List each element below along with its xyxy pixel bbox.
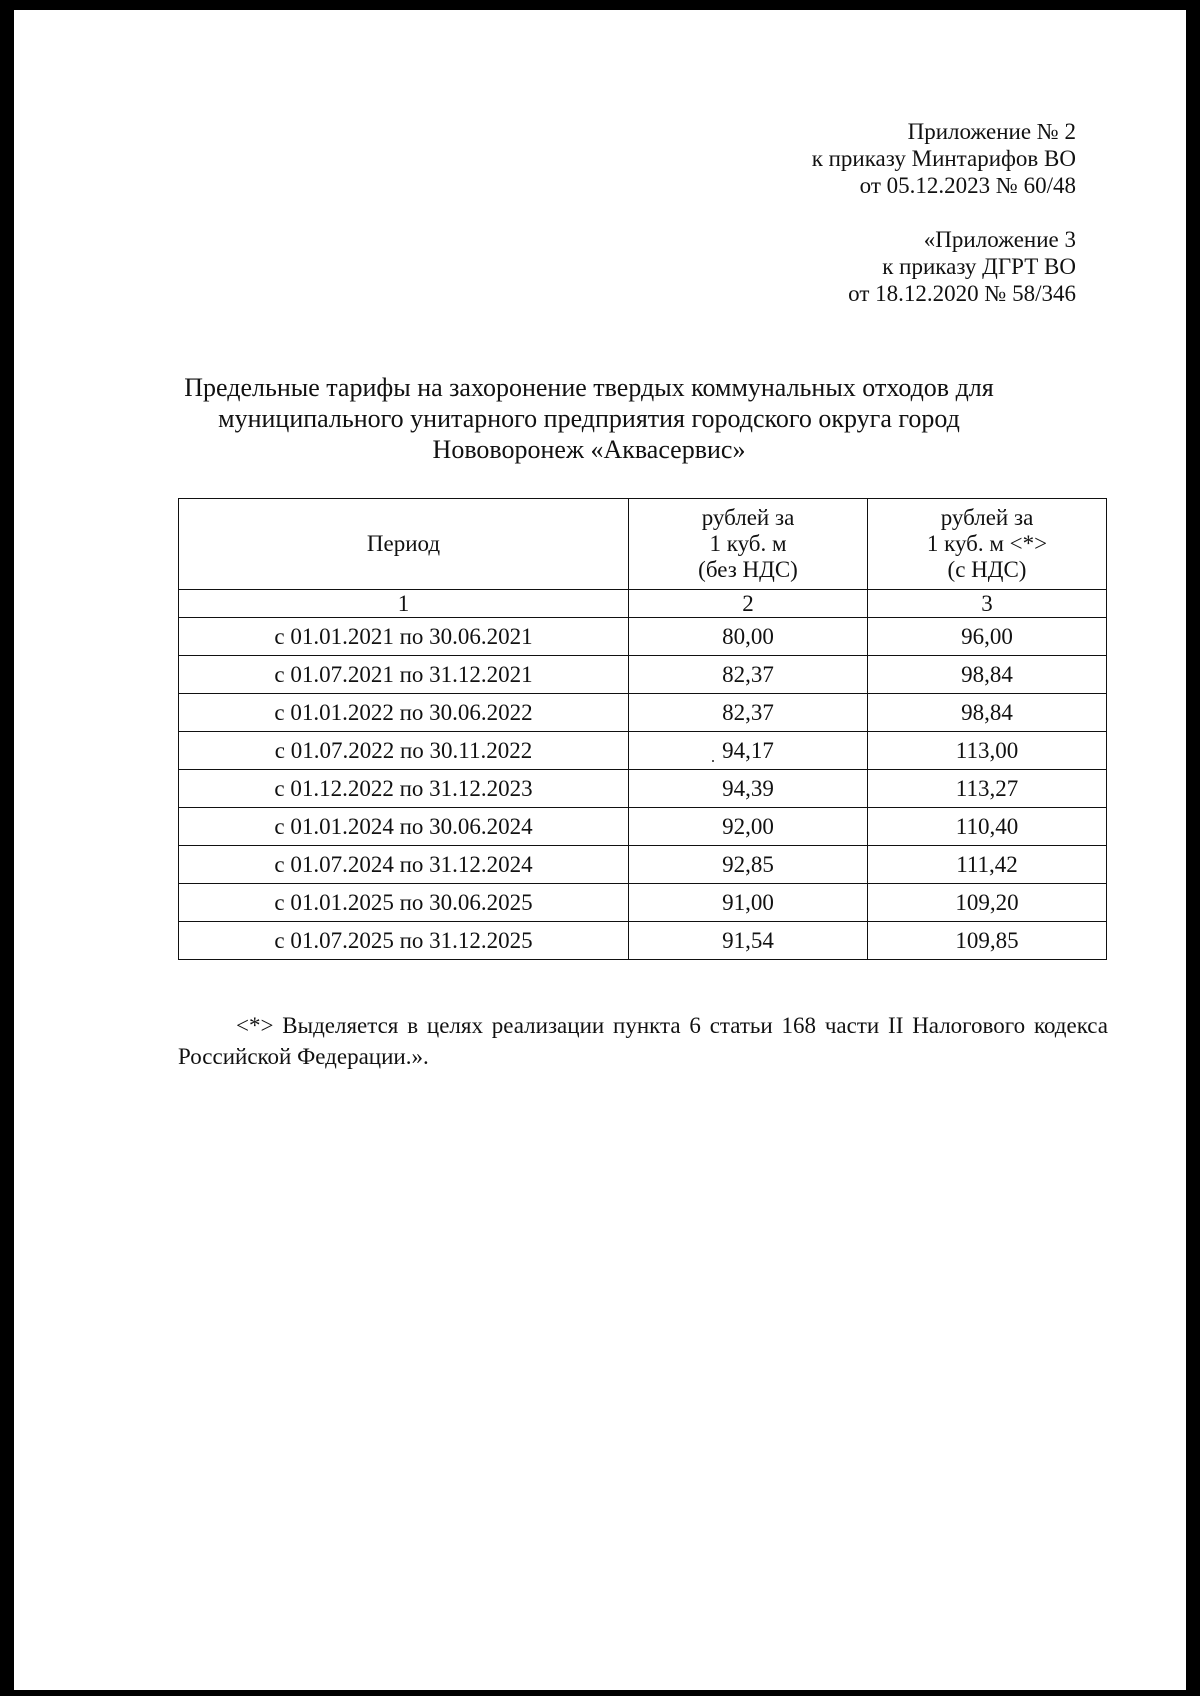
price-with-vat-cell: 113,27 <box>868 770 1107 808</box>
title-line: Предельные тарифы на захоронение твердых коммунальных отходов для <box>184 373 994 402</box>
price-with-vat-cell: 111,42 <box>868 846 1107 884</box>
scan-speck <box>712 760 714 762</box>
column-number: 3 <box>868 590 1107 618</box>
header-with-vat-line: рублей за <box>940 505 1034 530</box>
document-page <box>14 10 1186 1690</box>
original-appendix-line: к приказу ДГРТ ВО <box>882 254 1076 279</box>
column-number-row <box>179 590 1107 618</box>
header-no-vat-line: рублей за <box>701 505 795 530</box>
price-no-vat-cell: 91,00 <box>629 884 868 922</box>
period-cell: с 01.01.2021 по 30.06.2021 <box>179 618 629 656</box>
document-title <box>164 372 1014 465</box>
period-cell: с 01.12.2022 по 31.12.2023 <box>179 770 629 808</box>
price-with-vat-cell: 98,84 <box>868 656 1107 694</box>
header-period: Период <box>179 499 629 590</box>
price-no-vat-cell: 92,00 <box>629 808 868 846</box>
period-cell: с 01.01.2024 по 30.06.2024 <box>179 808 629 846</box>
header-with-vat-line: (с НДС) <box>947 557 1027 582</box>
table-row <box>179 694 1107 732</box>
original-appendix-header <box>848 226 1076 307</box>
table-row <box>179 846 1107 884</box>
table-row <box>179 732 1107 770</box>
header-no-vat <box>629 499 868 590</box>
appendix-line: от 05.12.2023 № 60/48 <box>859 173 1076 198</box>
price-with-vat-cell: 110,40 <box>868 808 1107 846</box>
header-no-vat-line: (без НДС) <box>698 557 798 582</box>
period-cell: с 01.01.2022 по 30.06.2022 <box>179 694 629 732</box>
header-no-vat-line: 1 куб. м <box>709 531 787 556</box>
original-appendix-line: «Приложение 3 <box>923 227 1076 252</box>
period-cell: с 01.01.2025 по 30.06.2025 <box>179 884 629 922</box>
table-header-row <box>179 499 1107 590</box>
price-no-vat-cell: 82,37 <box>629 656 868 694</box>
price-with-vat-cell: 109,85 <box>868 922 1107 960</box>
table-row <box>179 922 1107 960</box>
appendix-line: Приложение № 2 <box>907 119 1076 144</box>
price-with-vat-cell: 96,00 <box>868 618 1107 656</box>
title-line: муниципального унитарного предприятия городского округа город <box>218 404 960 433</box>
period-cell: с 01.07.2021 по 31.12.2021 <box>179 656 629 694</box>
price-no-vat-cell: 92,85 <box>629 846 868 884</box>
column-number: 1 <box>179 590 629 618</box>
appendix-line: к приказу Минтарифов ВО <box>811 146 1076 171</box>
table-row <box>179 656 1107 694</box>
price-with-vat-cell: 98,84 <box>868 694 1107 732</box>
price-no-vat-cell: 80,00 <box>629 618 868 656</box>
period-cell: с 01.07.2024 по 31.12.2024 <box>179 846 629 884</box>
title-line: Нововоронеж «Аквасервис» <box>432 435 746 464</box>
price-no-vat-cell: 94,39 <box>629 770 868 808</box>
table-row <box>179 770 1107 808</box>
table-row <box>179 884 1107 922</box>
table-row <box>179 618 1107 656</box>
header-with-vat-line: 1 куб. м <*> <box>926 531 1048 556</box>
price-with-vat-cell: 109,20 <box>868 884 1107 922</box>
period-cell: с 01.07.2022 по 30.11.2022 <box>179 732 629 770</box>
tariff-table <box>178 498 1107 960</box>
price-no-vat-cell: 94,17 <box>629 732 868 770</box>
column-number: 2 <box>629 590 868 618</box>
table-row <box>179 808 1107 846</box>
appendix-header <box>812 118 1076 199</box>
header-with-vat <box>868 499 1107 590</box>
footnote: <*> Выделяется в целях реализации пункта 6 статьи 168 части II Налогового кодекса Российской Федерации.». <box>178 1013 1108 1069</box>
period-cell: с 01.07.2025 по 31.12.2025 <box>179 922 629 960</box>
price-no-vat-cell: 91,54 <box>629 922 868 960</box>
original-appendix-line: от 18.12.2020 № 58/346 <box>848 281 1076 306</box>
price-with-vat-cell: 113,00 <box>868 732 1107 770</box>
price-no-vat-cell: 82,37 <box>629 694 868 732</box>
